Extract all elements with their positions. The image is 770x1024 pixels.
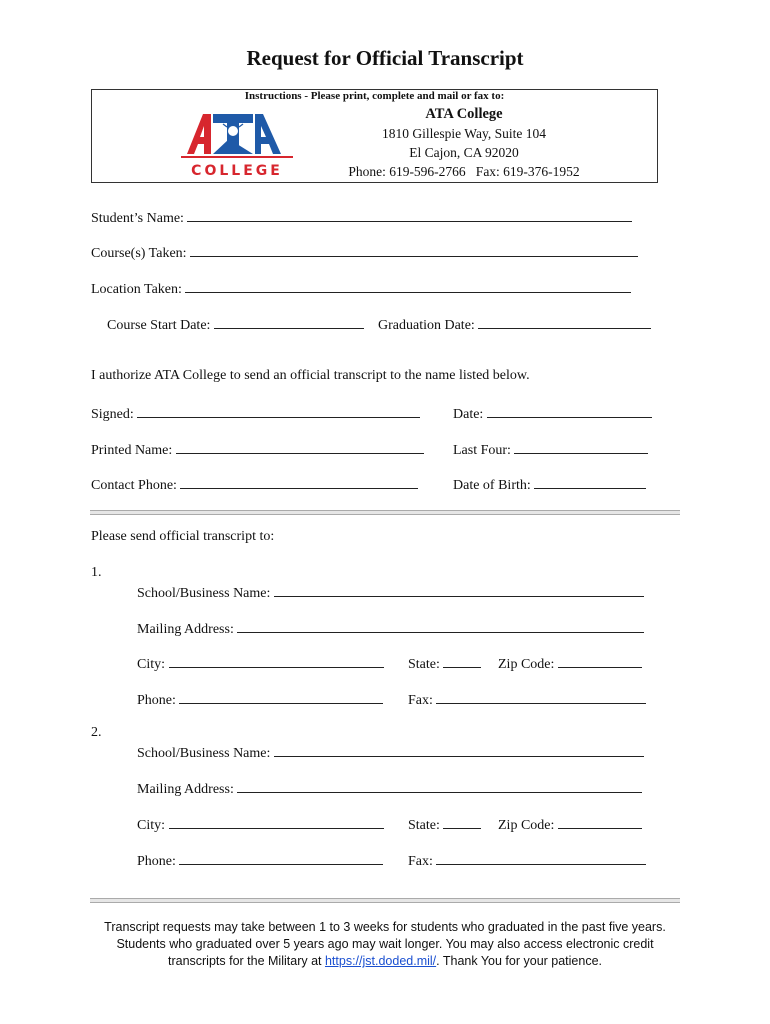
course-start-date-line[interactable]: [214, 314, 364, 329]
city-line[interactable]: [169, 814, 384, 829]
mailing-address-line[interactable]: [237, 778, 642, 793]
mailing-address-line[interactable]: [237, 618, 644, 633]
state-field[interactable]: [408, 814, 481, 834]
printed-name-line[interactable]: [176, 439, 424, 454]
footer-line-1: Transcript requests may take between 1 to 3 weeks for students who graduated in the past five years.: [104, 920, 666, 934]
student-name-field[interactable]: [91, 207, 632, 227]
college-name: ATA College: [425, 106, 503, 122]
courses-taken-line[interactable]: [190, 242, 638, 257]
graduation-date-line[interactable]: [478, 314, 651, 329]
fax-line[interactable]: [436, 689, 646, 704]
school-name-line[interactable]: [274, 742, 644, 757]
mailing-address-field[interactable]: [137, 778, 642, 798]
contact-phone-label: Contact Phone:: [91, 478, 177, 493]
state-line[interactable]: [443, 653, 481, 668]
school-name-field[interactable]: [137, 582, 644, 602]
zip-code-label: Zip Code:: [498, 657, 555, 672]
date-of-birth-line[interactable]: [534, 474, 646, 489]
phone-field[interactable]: [137, 850, 383, 870]
graduation-date-label: Graduation Date:: [378, 318, 475, 333]
school-name-label: School/Business Name:: [137, 746, 271, 761]
section-divider: [90, 510, 680, 515]
phone-label: Phone:: [137, 854, 176, 869]
jst-link[interactable]: https://jst.doded.mil/: [324, 954, 437, 968]
printed-name-label: Printed Name:: [91, 443, 173, 458]
city-state-zip: El Cajon, CA 92020: [409, 145, 519, 160]
last-four-label: Last Four:: [453, 443, 511, 458]
school-name-line[interactable]: [274, 582, 644, 597]
contact-phone-line[interactable]: [180, 474, 418, 489]
state-label: State:: [408, 818, 440, 833]
course-start-date-label: Course Start Date:: [107, 318, 211, 333]
city-field[interactable]: [137, 653, 384, 673]
student-name-line[interactable]: [187, 207, 632, 222]
last-four-line[interactable]: [514, 439, 648, 454]
fax-field[interactable]: [408, 689, 646, 709]
zip-code-field[interactable]: [498, 653, 642, 673]
header-box: [91, 89, 658, 183]
city-field[interactable]: [137, 814, 384, 834]
graduation-date-field[interactable]: [378, 314, 651, 334]
signed-line[interactable]: [137, 403, 420, 418]
city-label: City:: [137, 818, 166, 833]
phone-field[interactable]: [137, 689, 383, 709]
footer-line-3: [90, 953, 680, 970]
authorization-text: I authorize ATA College to send an official transcript to the name listed below.: [91, 368, 530, 383]
state-line[interactable]: [443, 814, 481, 829]
ata-college-logo: [177, 106, 297, 181]
fax-label: Fax:: [408, 854, 433, 869]
fax-label: Fax:: [408, 693, 433, 708]
state-label: State:: [408, 657, 440, 672]
date-line[interactable]: [487, 403, 652, 418]
state-field[interactable]: [408, 653, 481, 673]
page-title: Request for Official Transcript: [246, 46, 524, 70]
phone-line[interactable]: [179, 850, 383, 865]
footer-notice: [90, 919, 680, 970]
college-address: [332, 105, 596, 181]
recipient-number: 2.: [91, 725, 102, 740]
signed-label: Signed:: [91, 407, 134, 422]
city-line[interactable]: [169, 653, 384, 668]
location-taken-label: Location Taken:: [91, 282, 182, 297]
location-taken-line[interactable]: [185, 278, 631, 293]
city-label: City:: [137, 657, 166, 672]
logo-wordmark: COLLEGE: [191, 163, 283, 179]
zip-code-line[interactable]: [558, 814, 642, 829]
fax-field[interactable]: [408, 850, 646, 870]
zip-code-label: Zip Code:: [498, 818, 555, 833]
send-to-heading: Please send official transcript to:: [91, 529, 275, 544]
school-name-label: School/Business Name:: [137, 586, 271, 601]
instructions-text: Instructions - Please print, complete and mail or fax to:: [244, 90, 505, 102]
location-taken-field[interactable]: [91, 278, 631, 298]
courses-taken-field[interactable]: [91, 242, 638, 262]
student-name-label: Student’s Name:: [91, 211, 184, 226]
mailing-address-label: Mailing Address:: [137, 622, 234, 637]
signed-field[interactable]: [91, 403, 420, 423]
date-of-birth-field[interactable]: [453, 474, 646, 494]
school-name-field[interactable]: [137, 742, 644, 762]
zip-code-line[interactable]: [558, 653, 642, 668]
footer-line-2: Students who graduated over 5 years ago may wait longer. You may also access electronic credit: [116, 937, 654, 951]
phone-fax: Phone: 619-596-2766 Fax: 619-376-1952: [348, 164, 580, 179]
courses-taken-label: Course(s) Taken:: [91, 246, 187, 261]
footer-divider: [90, 898, 680, 903]
mailing-address-label: Mailing Address:: [137, 782, 234, 797]
last-four-field[interactable]: [453, 439, 648, 459]
footer-line-3-pre: transcripts for the Military at: [167, 954, 325, 968]
date-of-birth-label: Date of Birth:: [453, 478, 531, 493]
phone-label: Phone:: [137, 693, 176, 708]
footer-line-3-post: . Thank You for your patience.: [436, 954, 603, 968]
street-address: 1810 Gillespie Way, Suite 104: [382, 126, 546, 141]
date-field[interactable]: [453, 403, 652, 423]
mailing-address-field[interactable]: [137, 618, 644, 638]
printed-name-field[interactable]: [91, 439, 424, 459]
date-label: Date:: [453, 407, 484, 422]
phone-line[interactable]: [179, 689, 383, 704]
fax-line[interactable]: [436, 850, 646, 865]
contact-phone-field[interactable]: [91, 474, 418, 494]
recipient-number: 1.: [91, 565, 102, 580]
course-start-date-field[interactable]: [107, 314, 364, 334]
zip-code-field[interactable]: [498, 814, 642, 834]
